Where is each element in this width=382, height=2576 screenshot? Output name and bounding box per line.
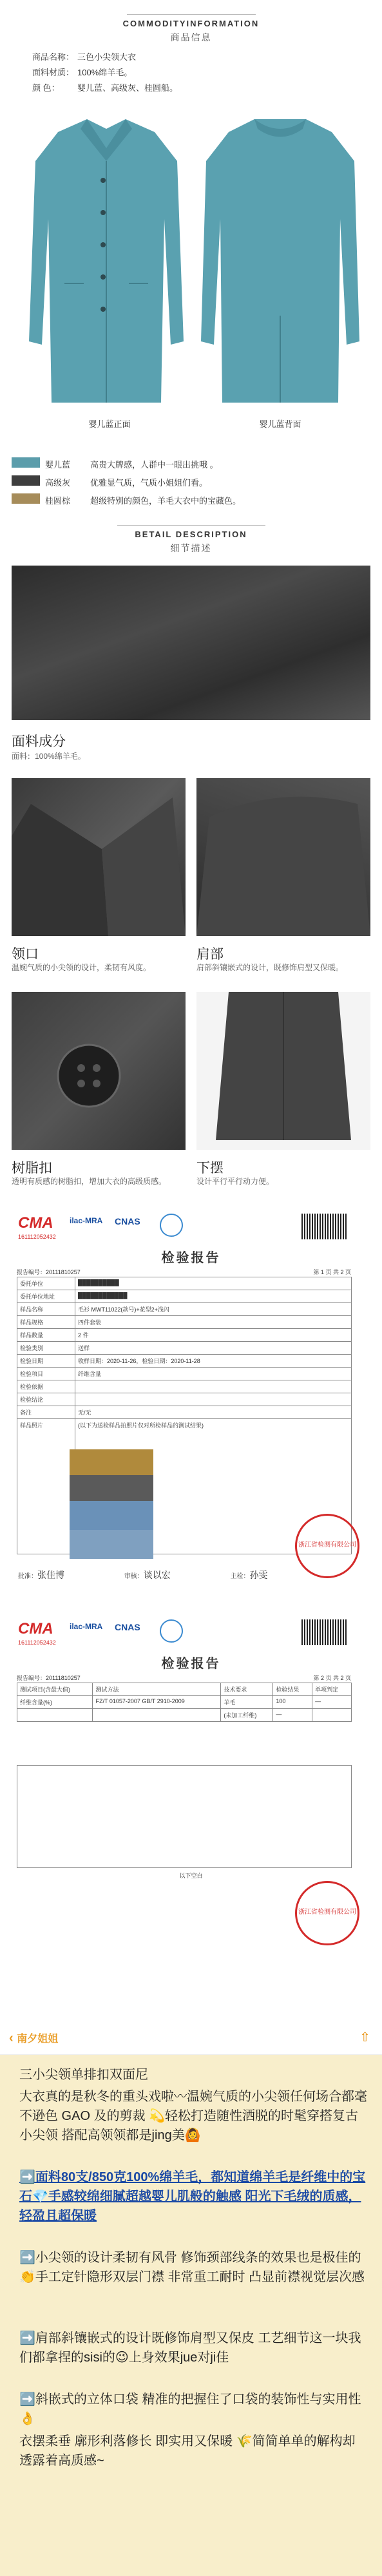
report-col-header: 测试项目(含最大值) [17,1683,93,1696]
contact-block [189,1214,285,1240]
fabric-desc: 面料：100%绵羊毛。 [12,752,86,761]
info-name: 商品名称： 三色小尖领大衣 [32,52,137,62]
report-row: 委托单位 ██████████ [17,1277,352,1290]
signatures: 批准：张佳博 审核：谈以宏 主检：孙雯 [18,1570,268,1581]
report-page-no-2: 第 2 页 共 2 页 [313,1675,351,1681]
cma-number: 161112052432 [18,1234,56,1240]
fabric-image [12,566,370,720]
report-row: 检验依据 [17,1380,352,1393]
report-stamp-2: 浙江省检测有限公司 [295,1881,359,1945]
shoulder-image [196,778,370,936]
collar-desc: 温婉气质的小尖领的设计，柔韧有风度。 [12,963,151,972]
report-number: 报告编号：20111810257 [17,1269,81,1275]
coat-front-image [26,110,187,412]
post-line-6: ➡️斜嵌式的立体口袋 精准的把握住了口袋的装饰性与实用性👌 [19,2392,361,2426]
report-stamp-1: 浙江省检测有限公司 [295,1514,359,1578]
report-col-header: 测试方法 [93,1683,221,1696]
report-table-2 [17,1683,352,1722]
report-row: 备注 无/无 [17,1406,352,1419]
post-nav [0,2023,382,2055]
report-page-2 [12,1617,370,2003]
detail-header-cn: 细节描述 [170,543,212,553]
info-material: 面料材质： 100%绵羊毛。 [32,68,133,77]
caption-front: 婴儿蓝正面 [88,419,131,429]
sample-photo [70,1449,153,1559]
post-line-5: ➡️肩部斜镶嵌式的设计既修饰肩型又保皮 工艺细节这一块我们都拿捏的sisi的😉上身效果jue对ji佳 [19,2331,361,2365]
color-row-brown: 桂圆棕 超级特别的颜色，羊毛大衣中的宝藏色。 [45,496,242,506]
report-row: 纤维含量(%) FZ/T 01057-2007 GB/T 2910-2009 羊毛 100 — [17,1696,352,1709]
cma-logo-2: CMA [18,1620,53,1637]
report-row: 样品名称 毛衫 MWT11022(款号)+花型2+浅闪 [17,1303,352,1316]
report-row: 样品规格 四件套装 [17,1316,352,1329]
button-desc: 透明有质感的树脂扣，增加大衣的高级质感。 [12,1177,167,1186]
commodity-header [0,14,382,44]
share-icon: ⇧ [359,2030,370,2045]
report-title-2: 检验报告 [161,1657,221,1671]
hem-title: 下摆 [196,1161,224,1176]
report-row: 样品数量 2 件 [17,1329,352,1342]
color-row-grey: 高级灰 优雅显气质，气质小姐姐们看。 [45,478,208,488]
report-row: 委托单位地址 ████████████ [17,1290,352,1303]
shoulder-title: 肩部 [196,947,224,962]
post-line-1: 三小尖领单排扣双面尼 [19,2068,148,2082]
coat-back-image [200,110,361,412]
report-col-header: 技术要求 [221,1683,273,1696]
back-button[interactable]: ‹ 南夕姐姐 [9,2031,59,2045]
button-image [12,992,186,1150]
report-row: 检验类别 送样 [17,1342,352,1355]
report-row: 检验日期 收样日期：2020-11-26，检验日期：2020-11-28 [17,1355,352,1368]
post-line-7: 衣摆柔垂 廓形利落修长 即实用又保暖 🌾简简单单的解构却透露着高质感~ [19,2434,356,2468]
report-blank-note: 以下空白 [179,1873,203,1879]
post-line-3: ➡️面料80支/850克100%绵羊毛，都知道绵羊毛是纤维中的宝石💎手感较绵细腻超越婴儿肌般的触感 阳光下毛绒的质感，轻盈且超保暖 [19,2170,366,2223]
report-col-header: 单项判定 [312,1683,352,1696]
fabric-title: 面料成分 [12,734,66,749]
hem-desc: 设计平行平行动力便。 [196,1177,274,1186]
commodity-header-cn: 商品信息 [170,32,212,43]
caption-back: 婴儿蓝背面 [259,419,301,429]
color-row-baby-blue: 婴儿蓝 高贵大牌感，人群中一眼出挑哦 。 [45,460,218,470]
ilac-logo-2: ilac-MRA [70,1622,103,1631]
cert-icon [160,1214,183,1237]
report-row: 样品照片 (以下为送检样品拍照片仅对所检样品的测试结果) [17,1419,352,1554]
cert-icon-2 [160,1619,183,1643]
detail-header-en: BETAIL DESCRIPTION [135,530,247,539]
report-number-2: 报告编号：20111810257 [17,1675,81,1681]
post-line-2: 大衣真的是秋冬的重头戏啦〰温婉气质的小尖领任何场合都毫不逊色 GAO 及的剪裁 💫轻松打造随性洒脱的时髦穿搭复古小尖领 搭配高领领都是jing美🙆 [19,2090,367,2142]
swatch-brown [12,493,40,504]
report-title: 检验报告 [161,1251,221,1265]
chevron-left-icon: ‹ [9,2031,14,2045]
report-col-header: 检验结果 [273,1683,312,1696]
ilac-logo: ilac-MRA [70,1216,103,1225]
report-page-no-1: 第 1 页 共 2 页 [313,1269,351,1275]
share-button[interactable] [359,2029,370,2045]
post-line-4: ➡️小尖领的设计柔韧有风骨 修饰颈部线条的效果也是极佳的👏手工定针隐形双层门襟 非常重工耐时 凸显前襟视觉层次感 [19,2251,365,2284]
shoulder-desc: 肩部斜镶嵌式的设计，既修饰肩型又保暖。 [196,963,344,972]
report-row: 检验结论 [17,1393,352,1406]
cnas-logo: CNAS [115,1216,140,1226]
report-blank-area [17,1765,352,1868]
qr-code-2 [301,1619,347,1645]
report-table-1 [17,1277,352,1554]
cnas-logo-2: CNAS [115,1622,140,1632]
swatch-baby-blue [12,457,40,468]
social-post [0,2023,382,2576]
report-row: (未加工纤维) — [17,1709,352,1722]
cma-number-2: 161112052432 [18,1639,56,1646]
detail-header [0,525,382,555]
commodity-header-en: COMMODITYINFORMATION [122,19,260,28]
swatch-grey [12,475,40,486]
qr-code [301,1214,347,1239]
button-title: 树脂扣 [12,1161,52,1176]
info-color: 颜 色： 婴儿蓝、高级灰、桂圆船。 [32,83,178,93]
report-page-1 [12,1211,370,1591]
collar-title: 领口 [12,947,39,962]
collar-image [12,778,186,936]
cma-logo: CMA [18,1214,53,1232]
report-row: 检验项目 纤维含量 [17,1368,352,1380]
hem-image [196,992,370,1150]
